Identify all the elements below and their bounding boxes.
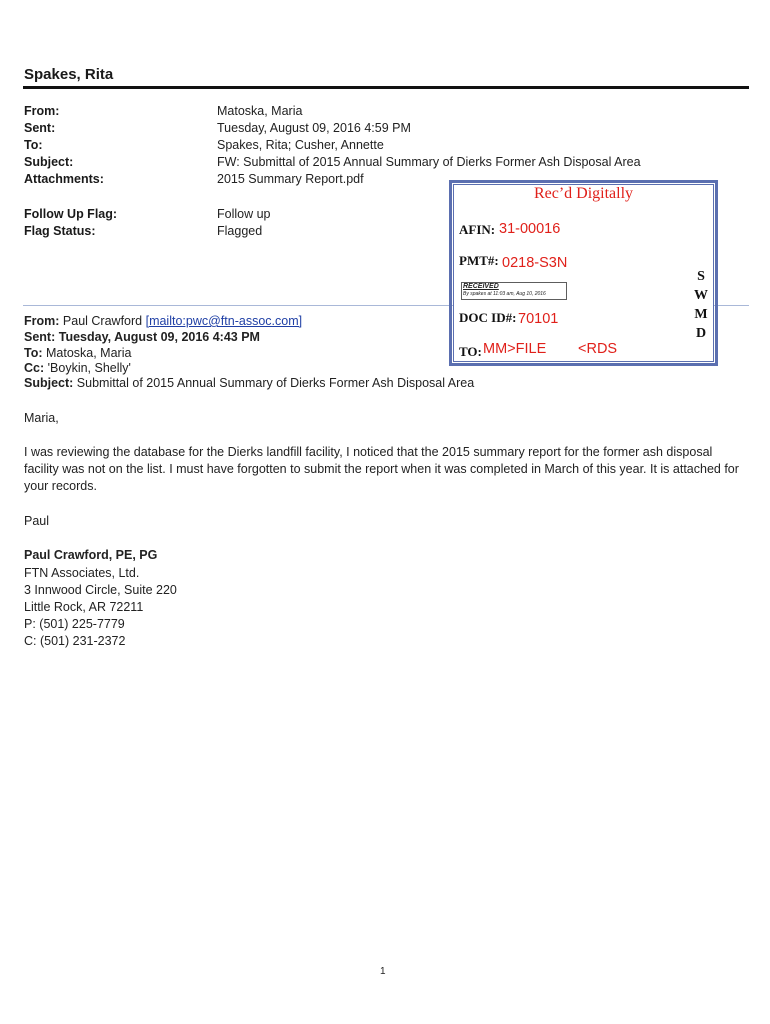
stamp-to-label: TO: <box>459 344 482 359</box>
from-value: Matoska, Maria <box>217 104 303 118</box>
signature-address-line2: Little Rock, AR 72211 <box>24 600 144 614</box>
stamp-title: Rec’d Digitally <box>533 185 634 202</box>
stamp-swmd-letter: W <box>694 288 708 303</box>
sent-value: Tuesday, August 09, 2016 4:59 PM <box>217 121 411 135</box>
forwarded-cc-label: Cc: <box>24 361 45 375</box>
received-stamp <box>453 184 714 362</box>
forwarded-sent-line <box>24 330 260 344</box>
signature-cell: C: (501) 231-2372 <box>24 634 126 648</box>
stamp-afin-value: 31-00016 <box>499 221 561 237</box>
signature-company: FTN Associates, Ltd. <box>24 566 140 580</box>
from-label: From: <box>24 104 60 118</box>
received-box-title: RECEIVED <box>463 283 499 290</box>
stamp-swmd-letter: D <box>695 326 707 341</box>
signature-address-line1: 3 Innwood Circle, Suite 220 <box>24 583 177 597</box>
stamp-docid-label: DOC ID#: <box>459 310 517 325</box>
follow-up-flag-label: Follow Up Flag: <box>24 207 118 221</box>
to-value: Spakes, Rita; Cusher, Annette <box>217 138 384 152</box>
stamp-to-value-2: <RDS <box>578 341 618 357</box>
forwarded-sent-value: Tuesday, August 09, 2016 4:43 PM <box>58 330 260 344</box>
greeting: Maria, <box>24 411 59 425</box>
stamp-docid-value: 70101 <box>518 311 559 327</box>
received-box-detail: By spakes at 11:03 am, Aug 10, 2016 <box>463 291 546 297</box>
flag-status-value: Flagged <box>217 224 263 238</box>
subject-value: FW: Submittal of 2015 Annual Summary of Dierks Former Ash Disposal Area <box>217 155 641 169</box>
forwarded-cc-line <box>24 361 131 375</box>
forwarded-to-line <box>24 346 131 360</box>
message-paragraph: I was reviewing the database for the Dierks landfill facility, I noticed that the 2015 summary report for the former ash disposal facility was not on the list. I must have forgotten to submit the report when it was completed in March of this year. It is attached for your records. <box>24 445 739 493</box>
stamp-swmd-letter: M <box>694 307 708 322</box>
forwarded-to-label: To: <box>24 346 43 360</box>
page-number: 1 <box>380 966 386 977</box>
attachment-link[interactable]: 2015 Summary Report.pdf <box>217 172 364 186</box>
to-label: To: <box>24 138 43 152</box>
stamp-swmd-vertical <box>690 267 712 343</box>
sender-email-link[interactable]: [mailto:pwc@ftn-assoc.com] <box>145 314 303 328</box>
mailbox-owner-name: Spakes, Rita <box>24 66 114 83</box>
forwarded-subject-line <box>24 376 474 390</box>
forwarded-subject-value: Submittal of 2015 Annual Summary of Dierks Former Ash Disposal Area <box>76 376 475 390</box>
stamp-pmt-label: PMT#: <box>459 253 499 268</box>
flag-status-label: Flag Status: <box>24 224 96 238</box>
closing: Paul <box>24 514 50 528</box>
stamp-swmd-letter: S <box>697 269 705 284</box>
header-rule <box>23 86 749 89</box>
sent-label: Sent: <box>24 121 56 135</box>
subject-label: Subject: <box>24 155 74 169</box>
attachments-label: Attachments: <box>24 172 104 186</box>
forwarded-from-name: Paul Crawford <box>62 314 143 328</box>
forwarded-to-value: Matoska, Maria <box>46 346 132 360</box>
follow-up-flag-value: Follow up <box>217 207 271 221</box>
forwarded-sent-label: Sent: <box>24 330 56 344</box>
stamp-to-value: MM>FILE <box>483 341 547 357</box>
stamp-pmt-value: 0218-S3N <box>502 255 568 271</box>
forwarded-from-line <box>24 314 302 328</box>
forwarded-from-label: From: <box>24 314 60 328</box>
forwarded-subject-label: Subject: <box>24 376 74 390</box>
signature-name: Paul Crawford, PE, PG <box>24 548 158 562</box>
stamp-afin-label: AFIN: <box>459 222 496 237</box>
signature-phone: P: (501) 225-7779 <box>24 617 125 631</box>
forwarded-cc-value: 'Boykin, Shelly' <box>47 361 131 375</box>
